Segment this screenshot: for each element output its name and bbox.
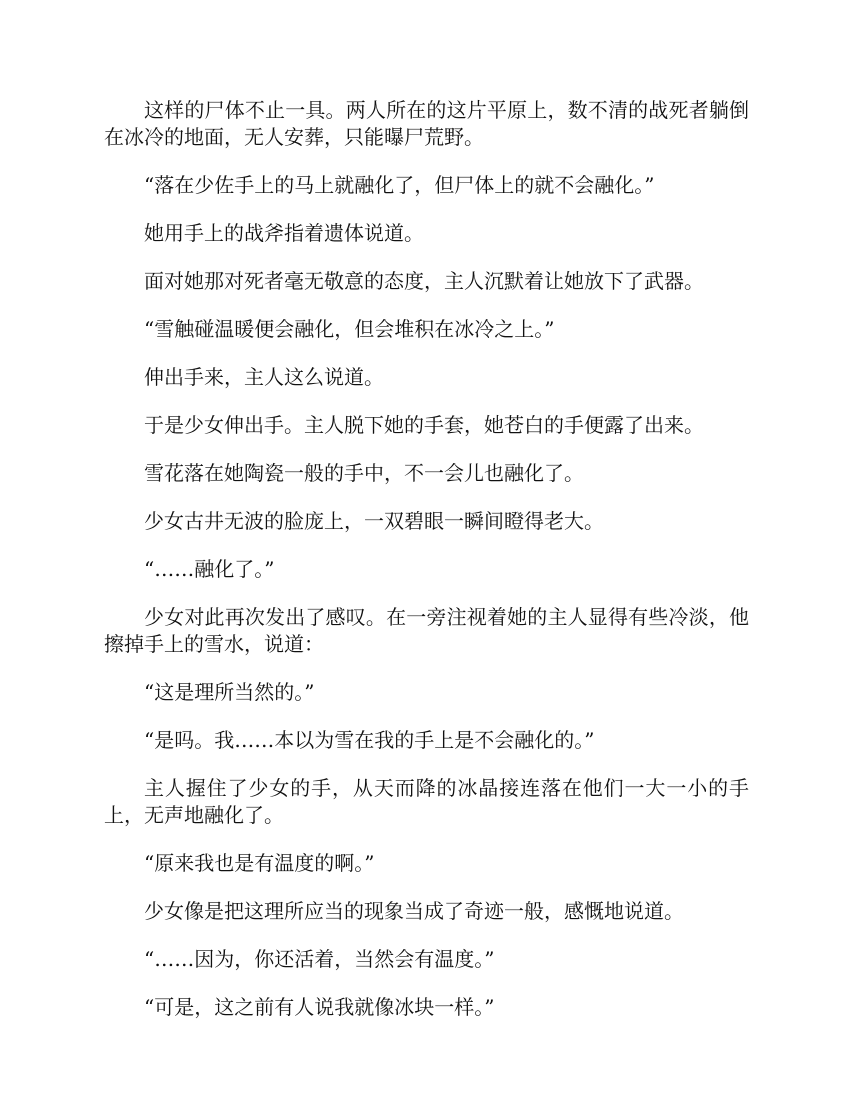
- paragraph: 于是少女伸出手。主人脱下她的手套，她苍白的手便露了出来。: [144, 413, 704, 437]
- paragraph: “雪触碰温暖便会融化，但会堆积在冰冷之上。”: [144, 317, 555, 341]
- paragraph: 她用手上的战斧指着遗体说道。: [144, 221, 424, 245]
- paragraph: 少女像是把这理所应当的现象当成了奇迹一般，感慨地说道。: [144, 899, 684, 923]
- paragraph: 少女对此再次发出了感叹。在一旁注视着她的主人显得有些冷淡，他擦掉手上的雪水，说道：: [104, 605, 749, 656]
- paragraph: “可是，这之前有人说我就像冰块一样。”: [144, 995, 495, 1019]
- document-page: [104, 97, 749, 1042]
- paragraph: 主人握住了少女的手，从天而降的冰晶接连落在他们一大一小的手上，无声地融化了。: [104, 776, 749, 827]
- paragraph: 这样的尸体不止一具。两人所在的这片平原上，数不清的战死者躺倒在冰冷的地面，无人安葬，只能曝尸荒野。: [104, 98, 749, 149]
- paragraph: “……融化了。”: [144, 557, 275, 581]
- paragraph: 雪花落在她陶瓷一般的手中，不一会儿也融化了。: [144, 461, 584, 485]
- paragraph: 面对她那对死者毫无敬意的态度，主人沉默着让她放下了武器。: [144, 269, 704, 293]
- paragraph: “落在少佐手上的马上就融化了，但尸体上的就不会融化。”: [144, 173, 655, 197]
- paragraph: “原来我也是有温度的啊。”: [144, 851, 375, 875]
- paragraph: “是吗。我……本以为雪在我的手上是不会融化的。”: [144, 728, 595, 752]
- paragraph: 少女古井无波的脸庞上，一双碧眼一瞬间瞪得老大。: [144, 509, 604, 533]
- paragraph: “……因为，你还活着，当然会有温度。”: [144, 947, 495, 971]
- paragraph: 伸出手来，主人这么说道。: [144, 365, 384, 389]
- paragraph: “这是理所当然的。”: [144, 680, 315, 704]
